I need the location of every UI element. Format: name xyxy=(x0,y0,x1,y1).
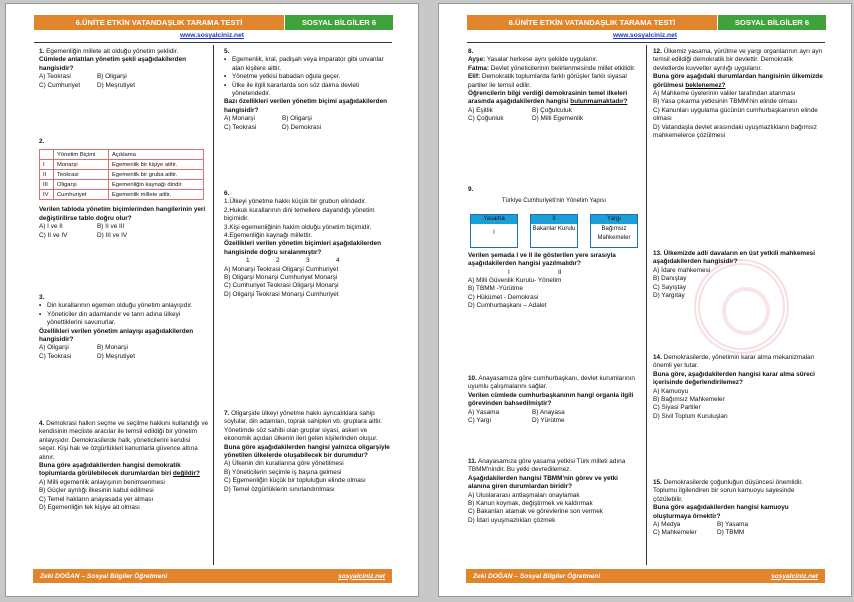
option-b[interactable]: B) Oligarşi xyxy=(282,115,312,123)
subject-label: SOSYAL BİLGİLER 6 xyxy=(285,15,393,30)
option-d[interactable]: D) Egemenliğin tek kişiye ait olması xyxy=(39,504,140,512)
table-header: Yönetim Biçimi Açıklama xyxy=(40,150,204,160)
test-title: 6.ÜNİTE ETKİN VATANDAŞLIK TARAMA TESTİ xyxy=(34,15,284,30)
option-c[interactable]: C) Sayıştay xyxy=(653,283,687,291)
question-14: 14. Demokrasilerde, yönetimin karar alma mekanizmaları önemli yer tutar. Buna göre, aşağıdakilerden hangisi karar alma süreci içerisinde değerlendirilemez? A) Kamuoyu B) Bağımsız Mahkemeler C) Siyasi Partiler D) Sivil Toplum Kuruluşları xyxy=(653,354,825,421)
question-11: 11. Anayasamıza göre yasama yetkisi Türk milleti adına TBMM'nindir. Bu yetki devredilemez. Aşağıdakilerden hangisi TBMM'nin görev ve yetki alanına giren durumlardan biridir? A) Uluslararası antlaşmaları onaylamak B) Kanun koymak, değiştirmek ve kaldırmak C) Bakanları atamak ve görevlerine son vermek D) İdari uyuşmazlıkları çözmek xyxy=(468,458,640,525)
option-b[interactable]: B) Bağımsız Mahkemeler xyxy=(653,396,725,404)
government-table xyxy=(39,149,204,200)
option-a[interactable]: A) Medya xyxy=(653,521,681,529)
option-c[interactable]: C) Teokrasi xyxy=(224,123,257,131)
option-d[interactable]: D) TBMM xyxy=(717,529,745,537)
option-a[interactable]: A) İdare mahkemesi xyxy=(653,266,711,274)
question-3: 3. • Din kurallarının egemen olduğu yönetim anlayışıdır. • Yöneticiler din adamlarıdır ve tanrı adına ülkeyi yönettiklerini savunurlar. Özellikleri verilen yönetim anlayışı aşağıdakilerden hangisidir? A) Oligarşi B) Monarşi C) Teokrasi D) Meşrutiyet xyxy=(39,294,209,361)
option-b[interactable]: B) Yasama xyxy=(717,521,749,529)
option-a[interactable]: A) Monarşi Teokrasi Oligarşi Cumhuriyet xyxy=(224,265,339,273)
option-d[interactable]: D) Meşrutiyet xyxy=(97,81,135,89)
footer-site-link[interactable]: sosyalciniz.net xyxy=(771,572,818,580)
question-13: 13. Ülkemizde adli davaların en üst yetkili mahkemesi aşağıdakilerden hangisidir? A) İdare mahkemesi B) Danıştay C) Sayıştay D) Yargıtay xyxy=(653,250,825,300)
government-structure-diagram xyxy=(468,210,640,270)
option-b[interactable]: B) II ve III xyxy=(97,223,125,231)
question-1: 1. Egemenliğin millete ait olduğu yönetim şeklidir. Cümlede anlatılan yönetim şekli aşağıdakilerden hangisidir? A) Teokrasi B) Oligarşi C) Cumhuriyet D) Meşrutiyet xyxy=(39,48,187,89)
option-c[interactable]: C) Mahkemeler xyxy=(653,529,697,537)
table-row: IV Cumhuriyet Egemenlik millete aittir. xyxy=(40,190,204,200)
page-header xyxy=(467,15,826,30)
option-b[interactable]: B) Danıştay xyxy=(653,275,687,283)
option-c[interactable]: C) Teokrasi xyxy=(39,352,72,360)
option-b[interactable]: B) TBMM -Yürütme xyxy=(468,285,523,293)
question-9: 9. Türkiye Cumhuriyeti'nin Yönetim Yapısı Yasama I II Bakanlar Kurulu Yargı Bağımsız Mahkemeler Verilen şemada I ve II ile gösterilen yere sırasıyla aşağıdakilerden hangisi yazılmalıdır? I II A) Milli Güvenlik Kurulu- Yönetim B) TBMM -Yürütme C) Hükümet - Demokrasi D) Cumhurbaşkanı – Adalet xyxy=(468,186,640,311)
option-a[interactable]: A) Milli Güvenlik Kurulu- Yönetim xyxy=(468,277,562,285)
option-d[interactable]: D) III ve IV xyxy=(97,231,128,239)
option-d[interactable]: D) Temel özgürlüklerin sınırlandırılması xyxy=(224,485,335,493)
option-a[interactable]: A) Uluslararası antlaşmaları onaylamak xyxy=(468,491,580,499)
option-a[interactable]: A) Oligarşi xyxy=(39,344,69,352)
option-b[interactable]: B) Oligarşi xyxy=(97,73,127,81)
diagram-box-executive: II Bakanlar Kurulu xyxy=(530,214,578,248)
question-15: 15. Demokrasilerde çoğunluğun düşüncesi önemlidir. Toplumu ilgilendiren bir sorun kamuoyu sayesinde çözülebilir. Buna göre aşağıdakilerden hangisi kamuoyu oluşturmaya örnektir? A) Medya B) Yasama C) Mahkemeler D) TBMM xyxy=(653,479,803,537)
option-c[interactable]: C) Çoğunluk xyxy=(468,115,504,123)
option-a[interactable]: A) Milli egemenlik anlayışının benimsenmesi xyxy=(39,478,165,486)
website-link[interactable]: www.sosyalciniz.net xyxy=(613,32,677,39)
page-footer xyxy=(33,569,392,583)
option-d[interactable]: D) Oligarşi Teokrasi Monarşi Cumhuriyet xyxy=(224,290,339,298)
order-numbers: 1 2 3 4 xyxy=(246,257,340,265)
question-4: 4. Demokrasi halkın seçme ve seçilme hakkını kullandığı ve kendisinin mecliste aracılar ile temsil edildiği bir yönetim anlayışıdır. Demokrasilerde halk, yöneticilerini kendisi seçer. Kişi hak ve özgürlükleri kanunlarla güvence altına alınır. Buna göre aşağıdakilerden hangisi demokratik toplumlarda görülebilecek durumlardan biri değildir? A) Milli egemenlik anlayışının benimsenmesi B) Güçler ayrılığı ilkesinin kabul edilmesi C) Temel hakların anayasada yer alması D) Egemenliğin tek kişiye ait olması xyxy=(39,420,209,512)
question-2: 2. Yönetim Biçimi Açıklama I Monarşi Egemenlik bir kişiye aittir. II Teokrasi Egemenlik bir gruba aittir. III Oligarşi Egemenliğin kaynağı dindir. IV Cumhuriyet Egemenlik millete aittir. Verilen tabloda yönetim biçimlerinden hangilerinin yeri değiştirilirse tablo doğru olur? A) I ve II B) II ve III C) II ve IV D) III ve IV xyxy=(39,138,206,239)
table-row: I Monarşi Egemenlik bir kişiye aittir. xyxy=(40,160,204,170)
option-c[interactable]: C) Temel hakların anayasada yer alması xyxy=(39,495,154,503)
question-8: 8. Ayşe: Yasalar herkese aynı şekilde uygulanır. Fatma: Devlet yöneticilerinin belirlenmesinde millet etkilidir. Elif: Demokratik toplumlarda farklı görüşler farklı siyasal partiler ile temsil edilir. Öğrencilerin bilgi verdiği demokrasinin temel ilkeleri arasında aşağıdakilerden hangisi bulunmamaktadır? A) Eşitlik B) Çoğulculuk C) Çoğunluk D) Milli Egemenlik xyxy=(468,48,636,123)
option-d[interactable]: D) Milli Egemenlik xyxy=(532,115,584,123)
option-b[interactable]: B) Yasa çıkarma yetkisinin TBMM'nin elinde olması xyxy=(653,98,798,106)
option-c[interactable]: C) Siyasi Partiler xyxy=(653,404,701,412)
option-d[interactable]: D) Demokrasi xyxy=(282,123,322,131)
option-d[interactable]: D) Sivil Toplum Kuruluşları xyxy=(653,412,728,420)
test-title: 6.ÜNİTE ETKİN VATANDAŞLIK TARAMA TESTİ xyxy=(467,15,717,30)
option-b[interactable]: B) Kanun koymak, değiştirmek ve kaldırmak xyxy=(468,500,593,508)
option-b[interactable]: B) Çoğulculuk xyxy=(532,106,572,114)
option-b[interactable]: B) Güçler ayrılığı ilkesinin kabul edilmesi xyxy=(39,487,154,495)
question-12: 12. Ülkemiz yasama, yürütme ve yargı organlarının ayrı ayrı temsil edildiği demokratik bir devlettir. Demokratik devletlerde kuvvetler ayrılığı uygulanır. Buna göre aşağıdaki durumlardan hangisinin ülkemizde görülmesi beklenemez? A) Mahkeme üyelerinin valiler tarafından atanması B) Yasa çıkarma yetkisinin TBMM'nin elinde olması C) Kanunları uygulama gücünün cumhurbaşkanının elinde olması D) Vatandaşla devlet arasındaki uyuşmazlıkların bağımsız mahkemelerce çözülmesi xyxy=(653,48,825,140)
option-d[interactable]: D) Yargıtay xyxy=(653,292,685,300)
option-c[interactable]: C) Egemenliğin küçük bir topluluğun elinde olması xyxy=(224,477,366,485)
question-10: 10. Anayasamıza göre cumhurbaşkanı, devlet kurumlarının uyumlu çalışmalarını sağlar. Verilen cümlede cumhurbaşkanının hangi organla ilgili görevinden bahsedilmiştir? A) Yasama B) Anayasa C) Yargı D) Yürütme xyxy=(468,375,635,425)
author-label: Zeki DOĞAN – Sosyal Bilgiler Öğretmeni xyxy=(473,572,601,580)
diagram-title: Türkiye Cumhuriyeti'nin Yönetim Yapısı xyxy=(501,198,607,205)
divider xyxy=(34,42,392,43)
option-d[interactable]: D) Yürütme xyxy=(532,417,565,425)
option-d[interactable]: D) Meşrutiyet xyxy=(97,352,135,360)
table-row: II Teokrasi Egemenlik bir gruba aittir. xyxy=(40,170,204,180)
option-a[interactable]: A) Monarşi xyxy=(224,115,255,123)
column-divider xyxy=(646,45,647,565)
option-c[interactable]: C) Yargı xyxy=(468,417,492,425)
question-5: 5. • Egemenlik, kral, padişah veya imparator gibi unvanlar alan kişilere aittir. • Yönetme yetkisi babadan oğula geçer. • Ülke ile ilgili kararlarda son söz daima devleti yönetendedir. Bazı özellikleri verilen yönetim biçimi aşağıdakilerden hangisidir? A) Monarşi B) Oligarşi C) Teokrasi D) Demokrasi xyxy=(224,48,392,132)
option-b[interactable]: B) Monarşi xyxy=(97,344,128,352)
option-a[interactable]: A) Mahkeme üyelerinin valiler tarafından atanması xyxy=(653,90,796,98)
option-c[interactable]: C) II ve IV xyxy=(39,231,68,239)
question-7: 7. Oligarşide ülkeyi yönetme hakkı ayrıcalıklara sahip soylular, din adamları, toprak sahipleri vb. gruplara aittir. Yönetimde söz sahibi olan gruplar siyasi, askeri ve ekonomik açıdan ülkenin ileri gelen kişilerinden oluşur. Buna göre aşağıdakilerden hangisi yalnızca oligarşiyle yönetilen ülkelerde oluşabilecek bir durumdur? A) Ülkenin din kurallarına göre yönetilmesi B) Yöneticilerin seçimle iş başına gelmesi C) Egemenliğin küçük bir topluluğun elinde olması D) Temel özgürlüklerin sınırlandırılması xyxy=(224,410,392,494)
option-c[interactable]: C) Cumhuriyet xyxy=(39,81,81,89)
author-label: Zeki DOĞAN – Sosyal Bilgiler Öğretmeni xyxy=(40,572,168,580)
table-row: III Oligarşi Egemenliğin kaynağı dindir. xyxy=(40,180,204,190)
page-header xyxy=(34,15,393,30)
option-a[interactable]: A) I ve II xyxy=(39,223,63,231)
website-link[interactable]: www.sosyalciniz.net xyxy=(180,32,244,39)
subject-label: SOSYAL BİLGİLER 6 xyxy=(718,15,826,30)
footer-site-link[interactable]: sosyalciniz.net xyxy=(338,572,385,580)
option-b[interactable]: B) Yöneticilerin seçimle iş başına gelmesi xyxy=(224,468,342,476)
option-a[interactable]: A) Teokrasi xyxy=(39,73,71,81)
option-c[interactable]: C) Kanunları uygulama gücünün cumhurbaşkanının elinde olması xyxy=(653,106,818,123)
option-c[interactable]: C) Bakanları atamak ve görevlerine son vermek xyxy=(468,508,603,516)
column-divider xyxy=(213,45,214,565)
option-a[interactable]: A) Eşitlik xyxy=(468,106,493,114)
divider xyxy=(467,42,825,43)
page-right xyxy=(438,3,852,597)
option-b[interactable]: B) Oligarşi Monarşi Cumhuriyet Monarşi xyxy=(224,274,338,282)
option-d[interactable]: D) Cumhurbaşkanı – Adalet xyxy=(468,302,547,310)
diagram-box-judiciary: Yargı Bağımsız Mahkemeler xyxy=(590,214,638,248)
option-d[interactable]: D) Vatandaşla devlet arasındaki uyuşmazlıkların bağımsız mahkemelerce çözülmesi xyxy=(653,123,817,140)
option-d[interactable]: D) İdari uyuşmazlıkları çözmek xyxy=(468,516,556,524)
question-6: 6. 1.Ülkeyi yönetme hakkı küçük bir grubun elindedir. 2.Hukuk kurallarının dini temellere dayandığı yönetim biçimidir. 3.Kişi egemenliğinin hakim olduğu yönetim biçimidir. 4.Egemenliğin kaynağı millettir. Özellikleri verilen yönetim biçimleri aşağıdakilerden hangisinde doğru sıralanmıştır? 1 2 3 4 A) Monarşi Teokrasi Oligarşi Cumhuriyet B) Oligarşi Monarşi Cumhuriyet Monarşi C) Cumhuriyet Teokrasi Oligarşi Monarşi D) Oligarşi Teokrasi Monarşi Cumhuriyet xyxy=(224,190,392,299)
option-a[interactable]: A) Ülkenin din kurallarına göre yönetilmesi xyxy=(224,460,344,468)
option-a[interactable]: A) Yasama xyxy=(468,408,500,416)
option-c[interactable]: C) Cumhuriyet Teokrasi Oligarşi Monarşi xyxy=(224,282,339,290)
option-a[interactable]: A) Kamuoyu xyxy=(653,387,689,395)
option-b[interactable]: B) Anayasa xyxy=(532,408,565,416)
diagram-box-legislative: Yasama I xyxy=(470,214,518,248)
page-left xyxy=(5,3,419,597)
page-footer xyxy=(466,569,825,583)
option-c[interactable]: C) Hükümet - Demokrasi xyxy=(468,293,539,301)
answer-columns: I II xyxy=(508,268,562,276)
